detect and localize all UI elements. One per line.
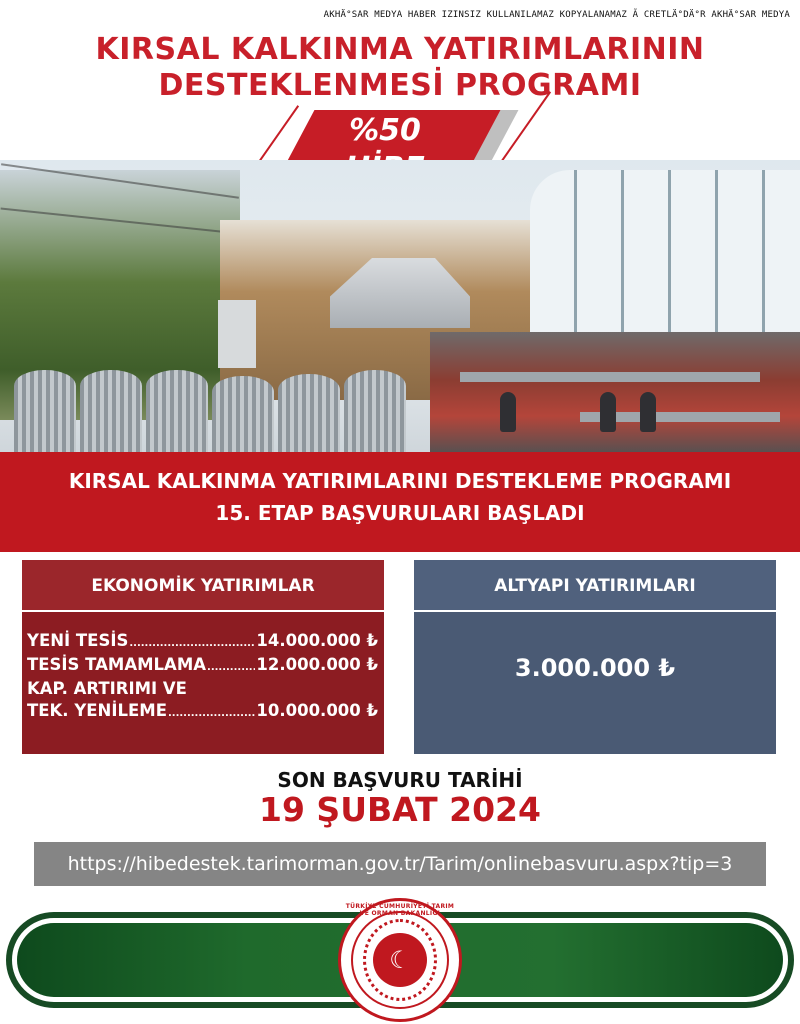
item-label-line1: KAP. ARTIRIMI VE	[27, 679, 187, 698]
watermark: AKHÄ°SAR MEDYA HABER IZINSIZ KULLANILAMAZ KOPYALANAMAZ Ã CRETLÄ°DÄ°R AKHÄ°SAR MEDYA	[323, 10, 790, 20]
packing-facility-photo	[430, 332, 800, 452]
economic-investments-list	[22, 612, 384, 722]
infrastructure-amount: 3.000.000 ₺	[514, 654, 676, 682]
deadline-label: SON BAŞVURU TARİHİ	[277, 768, 523, 792]
silo	[146, 370, 208, 452]
silo-tower	[218, 300, 256, 368]
title-line-2: DESTEKLENMESİ PROGRAMI	[158, 68, 642, 103]
page-title	[0, 32, 800, 104]
banner-line-1: KIRSAL KALKINMA YATIRIMLARINI DESTEKLEME PROGRAMI	[68, 469, 732, 493]
item-label: TESİS TAMAMLAMA	[27, 655, 207, 674]
ministry-logo	[338, 898, 462, 1022]
item-amount: 14.000.000 ₺	[256, 631, 378, 650]
silo	[344, 370, 406, 452]
silo	[212, 376, 274, 452]
silo	[14, 370, 76, 452]
greenhouse-photo	[530, 170, 800, 350]
logo-ring-text: TÜRKİYE CUMHURİYETİ TARIM VE ORMAN BAKANLIĞI	[345, 903, 455, 917]
grant-percent: %50	[349, 113, 421, 148]
list-item	[27, 630, 378, 652]
leader-dots	[207, 661, 255, 675]
item-amount: 12.000.000 ₺	[256, 655, 378, 674]
worker	[640, 392, 656, 432]
announcement-banner	[0, 452, 800, 552]
list-item	[27, 654, 378, 676]
infrastructure-investments-title: ALTYAPI YATIRIMLARI	[414, 560, 776, 612]
photo-collage	[0, 160, 800, 452]
item-amount: 10.000.000 ₺	[256, 701, 378, 720]
item-label: YENİ TESİS	[27, 631, 129, 650]
conveyor	[460, 372, 760, 382]
item-label: TEK. YENİLEME	[27, 701, 167, 720]
banner-line-2: 15. ETAP BAŞVURULARI BAŞLADI	[215, 501, 585, 525]
title-line-1: KIRSAL KALKINMA YATIRIMLARININ	[95, 32, 705, 67]
application-url[interactable]: https://hibedestek.tarimorman.gov.tr/Tarim/onlinebasvuru.aspx?tip=3	[34, 842, 766, 886]
list-item	[27, 700, 378, 722]
worker	[500, 392, 516, 432]
economic-investments-box	[22, 560, 384, 754]
deadline-date: 19 ŞUBAT 2024	[259, 790, 541, 829]
worker	[600, 392, 616, 432]
silo	[80, 370, 142, 452]
crescent-icon: ☾	[373, 933, 427, 987]
economic-investments-title: EKONOMİK YATIRIMLAR	[22, 560, 384, 612]
leader-dots	[168, 707, 255, 721]
infrastructure-investments-box	[414, 560, 776, 754]
silo	[278, 374, 340, 452]
leader-dots	[129, 637, 255, 651]
